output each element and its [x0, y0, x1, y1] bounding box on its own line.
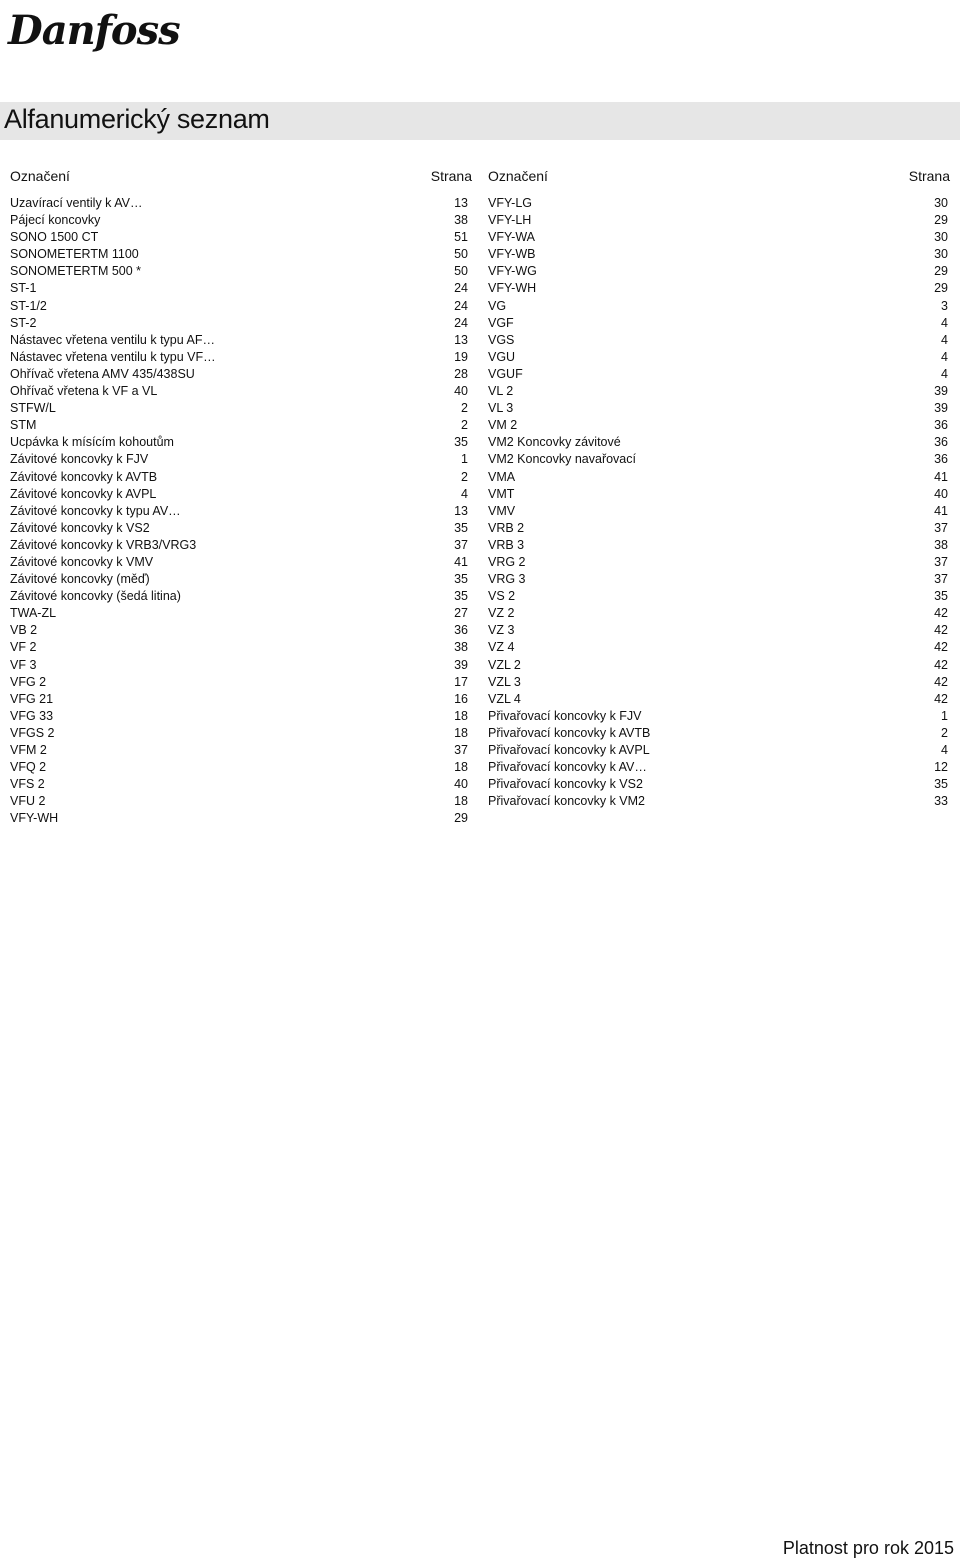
row-page-number: 4 [941, 315, 948, 330]
row-designation: SONOMETERTM 1100 [10, 247, 139, 262]
row-designation: STFW/L [10, 401, 56, 416]
row-designation: VZ 3 [488, 623, 515, 638]
row-page-number: 41 [454, 554, 468, 569]
header-page: Strana [908, 168, 950, 184]
row-designation: VZ 4 [488, 640, 515, 655]
index-row [488, 742, 950, 759]
row-designation: SONOMETERTM 500 * [10, 264, 142, 279]
row-designation: VZ 2 [488, 606, 515, 621]
index-row [488, 486, 950, 503]
index-row [10, 588, 472, 605]
row-page-number: 39 [454, 657, 468, 672]
index-row [488, 451, 950, 468]
row-designation: VFY-LG [488, 196, 533, 210]
row-designation: ST-2 [10, 315, 37, 330]
index-row [10, 229, 472, 246]
row-designation: VRG 2 [488, 554, 526, 569]
index-column-right [488, 167, 950, 810]
row-designation: Závitové koncovky k VS2 [10, 520, 150, 535]
index-row [488, 537, 950, 554]
index-row [10, 520, 472, 537]
row-designation: Nástavec vřetena ventilu k typu VF… [10, 349, 216, 364]
row-designation: VMT [488, 486, 515, 501]
row-page-number: 29 [934, 264, 948, 279]
row-page-number: 38 [454, 213, 468, 228]
row-page-number: 4 [941, 743, 948, 757]
row-page-number: 42 [934, 623, 948, 638]
row-page-number: 29 [934, 213, 948, 228]
row-designation: SONO 1500 CT [10, 230, 99, 245]
title-bar [0, 102, 960, 140]
index-row [488, 298, 950, 315]
row-page-number: 17 [454, 674, 468, 689]
page-title: Alfanumerický seznam [4, 104, 270, 134]
row-designation: VRB 3 [488, 537, 525, 552]
row-designation: VF 2 [10, 640, 37, 655]
index-row [10, 383, 472, 400]
row-designation: Přivařovací koncovky k AV… [488, 760, 647, 775]
index-row [10, 674, 472, 691]
row-designation: STM [10, 418, 37, 433]
row-designation: VZL 4 [488, 691, 521, 706]
row-page-number: 37 [934, 520, 948, 535]
row-page-number: 42 [934, 606, 948, 621]
index-row [488, 349, 950, 366]
index-row [488, 674, 950, 691]
index-row [488, 212, 950, 229]
row-designation: VFQ 2 [10, 760, 47, 775]
column-header [10, 167, 472, 185]
row-designation: VFY-WA [488, 230, 535, 245]
row-designation: VGUF [488, 366, 523, 381]
index-row [10, 537, 472, 554]
row-designation: VFM 2 [10, 743, 47, 757]
row-designation: VGU [488, 349, 516, 364]
row-page-number: 4 [941, 332, 948, 347]
row-page-number: 35 [454, 589, 468, 604]
index-row [488, 571, 950, 588]
row-designation: Závitové koncovky k AVPL [10, 486, 157, 501]
index-row [10, 451, 472, 468]
row-page-number: 28 [454, 366, 468, 381]
row-designation: Závitové koncovky k typu AV… [10, 503, 181, 518]
row-designation: VRB 2 [488, 520, 525, 535]
row-page-number: 50 [454, 264, 468, 279]
row-designation: VFGS 2 [10, 725, 55, 740]
row-designation: VS 2 [488, 589, 516, 604]
index-row [488, 691, 950, 708]
row-page-number: 29 [454, 811, 468, 826]
row-designation: VB 2 [10, 623, 38, 638]
row-page-number: 18 [454, 708, 468, 723]
row-page-number: 38 [934, 537, 948, 552]
row-page-number: 51 [454, 230, 468, 245]
row-page-number: 37 [934, 554, 948, 569]
index-row [10, 725, 472, 742]
row-page-number: 4 [941, 349, 948, 364]
index-row [10, 639, 472, 656]
row-designation: VMV [488, 503, 516, 518]
index-row [10, 503, 472, 520]
index-row [10, 776, 472, 793]
row-page-number: 2 [461, 418, 468, 433]
row-designation: Pájecí koncovky [10, 213, 101, 228]
row-designation: VM2 Koncovky navařovací [488, 452, 636, 467]
row-page-number: 35 [934, 589, 948, 604]
index-row [10, 315, 472, 332]
row-page-number: 50 [454, 247, 468, 262]
row-page-number: 24 [454, 298, 468, 313]
index-row [488, 520, 950, 537]
index-row [488, 195, 950, 212]
row-page-number: 41 [934, 469, 948, 484]
row-designation: VZL 3 [488, 674, 521, 689]
index-row [488, 622, 950, 639]
row-page-number: 42 [934, 657, 948, 672]
row-page-number: 39 [934, 401, 948, 416]
row-designation: Uzavírací ventily k AV… [10, 196, 143, 210]
row-designation: Ohřívač vřetena k VF a VL [10, 384, 158, 399]
row-designation: VM 2 [488, 418, 518, 433]
row-designation: Závitové koncovky k VRB3/VRG3 [10, 537, 197, 552]
row-page-number: 24 [454, 315, 468, 330]
row-designation: VFS 2 [10, 777, 45, 792]
row-designation: VFY-LH [488, 213, 532, 228]
row-page-number: 12 [934, 760, 948, 775]
row-page-number: 3 [941, 298, 948, 313]
index-row [488, 793, 950, 810]
row-page-number: 35 [454, 572, 468, 587]
row-designation: Ucpávka k mísícím kohoutům [10, 435, 174, 450]
row-page-number: 30 [934, 247, 948, 262]
row-page-number: 18 [454, 760, 468, 775]
index-row [488, 776, 950, 793]
danfoss-logo-mark [6, 6, 180, 56]
index-row [488, 434, 950, 451]
row-page-number: 19 [454, 349, 468, 364]
row-designation: VM2 Koncovky závitové [488, 435, 621, 450]
row-page-number: 24 [454, 281, 468, 296]
index-row [10, 469, 472, 486]
index-row [488, 417, 950, 434]
index-row [10, 263, 472, 280]
index-row [10, 742, 472, 759]
index-row [10, 212, 472, 229]
index-row [488, 400, 950, 417]
index-row [488, 503, 950, 520]
index-row [488, 657, 950, 674]
index-row [10, 298, 472, 315]
row-designation: Ohřívač vřetena AMV 435/438SU [10, 366, 195, 381]
index-row [488, 759, 950, 776]
row-page-number: 35 [454, 435, 468, 450]
row-page-number: 13 [454, 503, 468, 518]
row-page-number: 36 [454, 623, 468, 638]
header-page: Strana [430, 168, 472, 184]
index-row [488, 315, 950, 332]
header-designation: Označení [10, 168, 70, 184]
index-column-left [10, 167, 472, 827]
index-row [10, 622, 472, 639]
row-designation: Přivařovací koncovky k VM2 [488, 794, 645, 809]
row-page-number: 42 [934, 640, 948, 655]
row-page-number: 29 [934, 281, 948, 296]
validity-footer: Platnost pro rok 2015 [782, 1538, 954, 1558]
index-row [488, 469, 950, 486]
index-row [10, 246, 472, 263]
index-row [10, 810, 472, 827]
row-page-number: 36 [934, 435, 948, 450]
column-header [488, 167, 950, 185]
row-designation: VGF [488, 315, 514, 330]
index-row [10, 417, 472, 434]
index-row [488, 639, 950, 656]
row-designation: VFG 21 [10, 691, 54, 706]
row-designation: VRG 3 [488, 572, 526, 587]
index-list-right [488, 195, 950, 810]
row-page-number: 37 [454, 537, 468, 552]
row-page-number: 18 [454, 794, 468, 809]
row-designation: VL 2 [488, 384, 514, 399]
logo-wordmark: Danfoss [8, 7, 180, 54]
danfoss-logo [6, 6, 180, 56]
row-page-number: 40 [454, 384, 468, 399]
row-designation: Přivařovací koncovky k VS2 [488, 777, 643, 792]
row-designation: Závitové koncovky (měď) [10, 572, 150, 587]
row-page-number: 30 [934, 230, 948, 245]
index-row [488, 725, 950, 742]
row-designation: Přivařovací koncovky k AVPL [488, 743, 650, 757]
row-page-number: 18 [454, 725, 468, 740]
index-row [10, 195, 472, 212]
header-designation: Označení [488, 168, 548, 184]
index-row [488, 605, 950, 622]
index-row [488, 280, 950, 297]
row-designation: VFG 33 [10, 708, 54, 723]
row-page-number: 1 [461, 452, 468, 467]
row-page-number: 39 [934, 384, 948, 399]
row-page-number: 16 [454, 691, 468, 706]
index-row [488, 229, 950, 246]
index-row [488, 383, 950, 400]
index-row [488, 588, 950, 605]
row-designation: ST-1/2 [10, 298, 47, 313]
row-designation: VFY-WH [488, 281, 537, 296]
row-page-number: 37 [454, 743, 468, 757]
row-page-number: 33 [934, 794, 948, 809]
row-page-number: 2 [461, 469, 468, 484]
index-row [488, 332, 950, 349]
index-row [488, 263, 950, 280]
index-row [10, 554, 472, 571]
row-designation: VFG 2 [10, 674, 47, 689]
row-page-number: 30 [934, 196, 948, 210]
row-page-number: 2 [461, 401, 468, 416]
row-page-number: 37 [934, 572, 948, 587]
row-page-number: 40 [454, 777, 468, 792]
row-designation: VFY-WB [488, 247, 536, 262]
row-designation: Nástavec vřetena ventilu k typu AF… [10, 332, 215, 347]
row-page-number: 36 [934, 418, 948, 433]
row-designation: ST-1 [10, 281, 37, 296]
index-row [10, 332, 472, 349]
row-designation: TWA-ZL [10, 606, 57, 621]
row-designation: VGS [488, 332, 515, 347]
row-page-number: 36 [934, 452, 948, 467]
index-row [10, 280, 472, 297]
row-page-number: 42 [934, 691, 948, 706]
index-row [488, 366, 950, 383]
row-page-number: 4 [941, 366, 948, 381]
row-designation: VF 3 [10, 657, 37, 672]
index-row [10, 657, 472, 674]
row-designation: Závitové koncovky (šedá litina) [10, 589, 181, 604]
index-row [10, 793, 472, 810]
row-page-number: 4 [461, 486, 468, 501]
index-row [10, 708, 472, 725]
row-designation: VFY-WG [488, 264, 537, 279]
row-designation: Závitové koncovky k VMV [10, 554, 154, 569]
index-row [10, 759, 472, 776]
index-row [10, 400, 472, 417]
index-row [10, 571, 472, 588]
row-designation: Závitové koncovky k AVTB [10, 469, 158, 484]
row-designation: Závitové koncovky k FJV [10, 452, 149, 467]
row-page-number: 35 [934, 777, 948, 792]
row-page-number: 42 [934, 674, 948, 689]
row-page-number: 13 [454, 332, 468, 347]
index-row [10, 349, 472, 366]
index-row [488, 246, 950, 263]
index-row [10, 605, 472, 622]
row-designation: VL 3 [488, 401, 514, 416]
index-row [10, 691, 472, 708]
row-designation: VMA [488, 469, 516, 484]
row-designation: VG [488, 298, 507, 313]
row-page-number: 40 [934, 486, 948, 501]
row-page-number: 38 [454, 640, 468, 655]
row-designation: VFU 2 [10, 794, 46, 809]
row-page-number: 35 [454, 520, 468, 535]
row-designation: Přivařovací koncovky k AVTB [488, 725, 651, 740]
row-page-number: 41 [934, 503, 948, 518]
row-page-number: 27 [454, 606, 468, 621]
row-page-number: 13 [454, 196, 468, 210]
row-designation: VZL 2 [488, 657, 521, 672]
index-row [488, 708, 950, 725]
row-page-number: 1 [941, 708, 948, 723]
index-list-left [10, 195, 472, 827]
index-row [10, 486, 472, 503]
row-designation: Přivařovací koncovky k FJV [488, 708, 642, 723]
index-row [10, 366, 472, 383]
row-designation: VFY-WH [10, 811, 59, 826]
row-page-number: 2 [941, 725, 948, 740]
index-row [488, 554, 950, 571]
index-row [10, 434, 472, 451]
